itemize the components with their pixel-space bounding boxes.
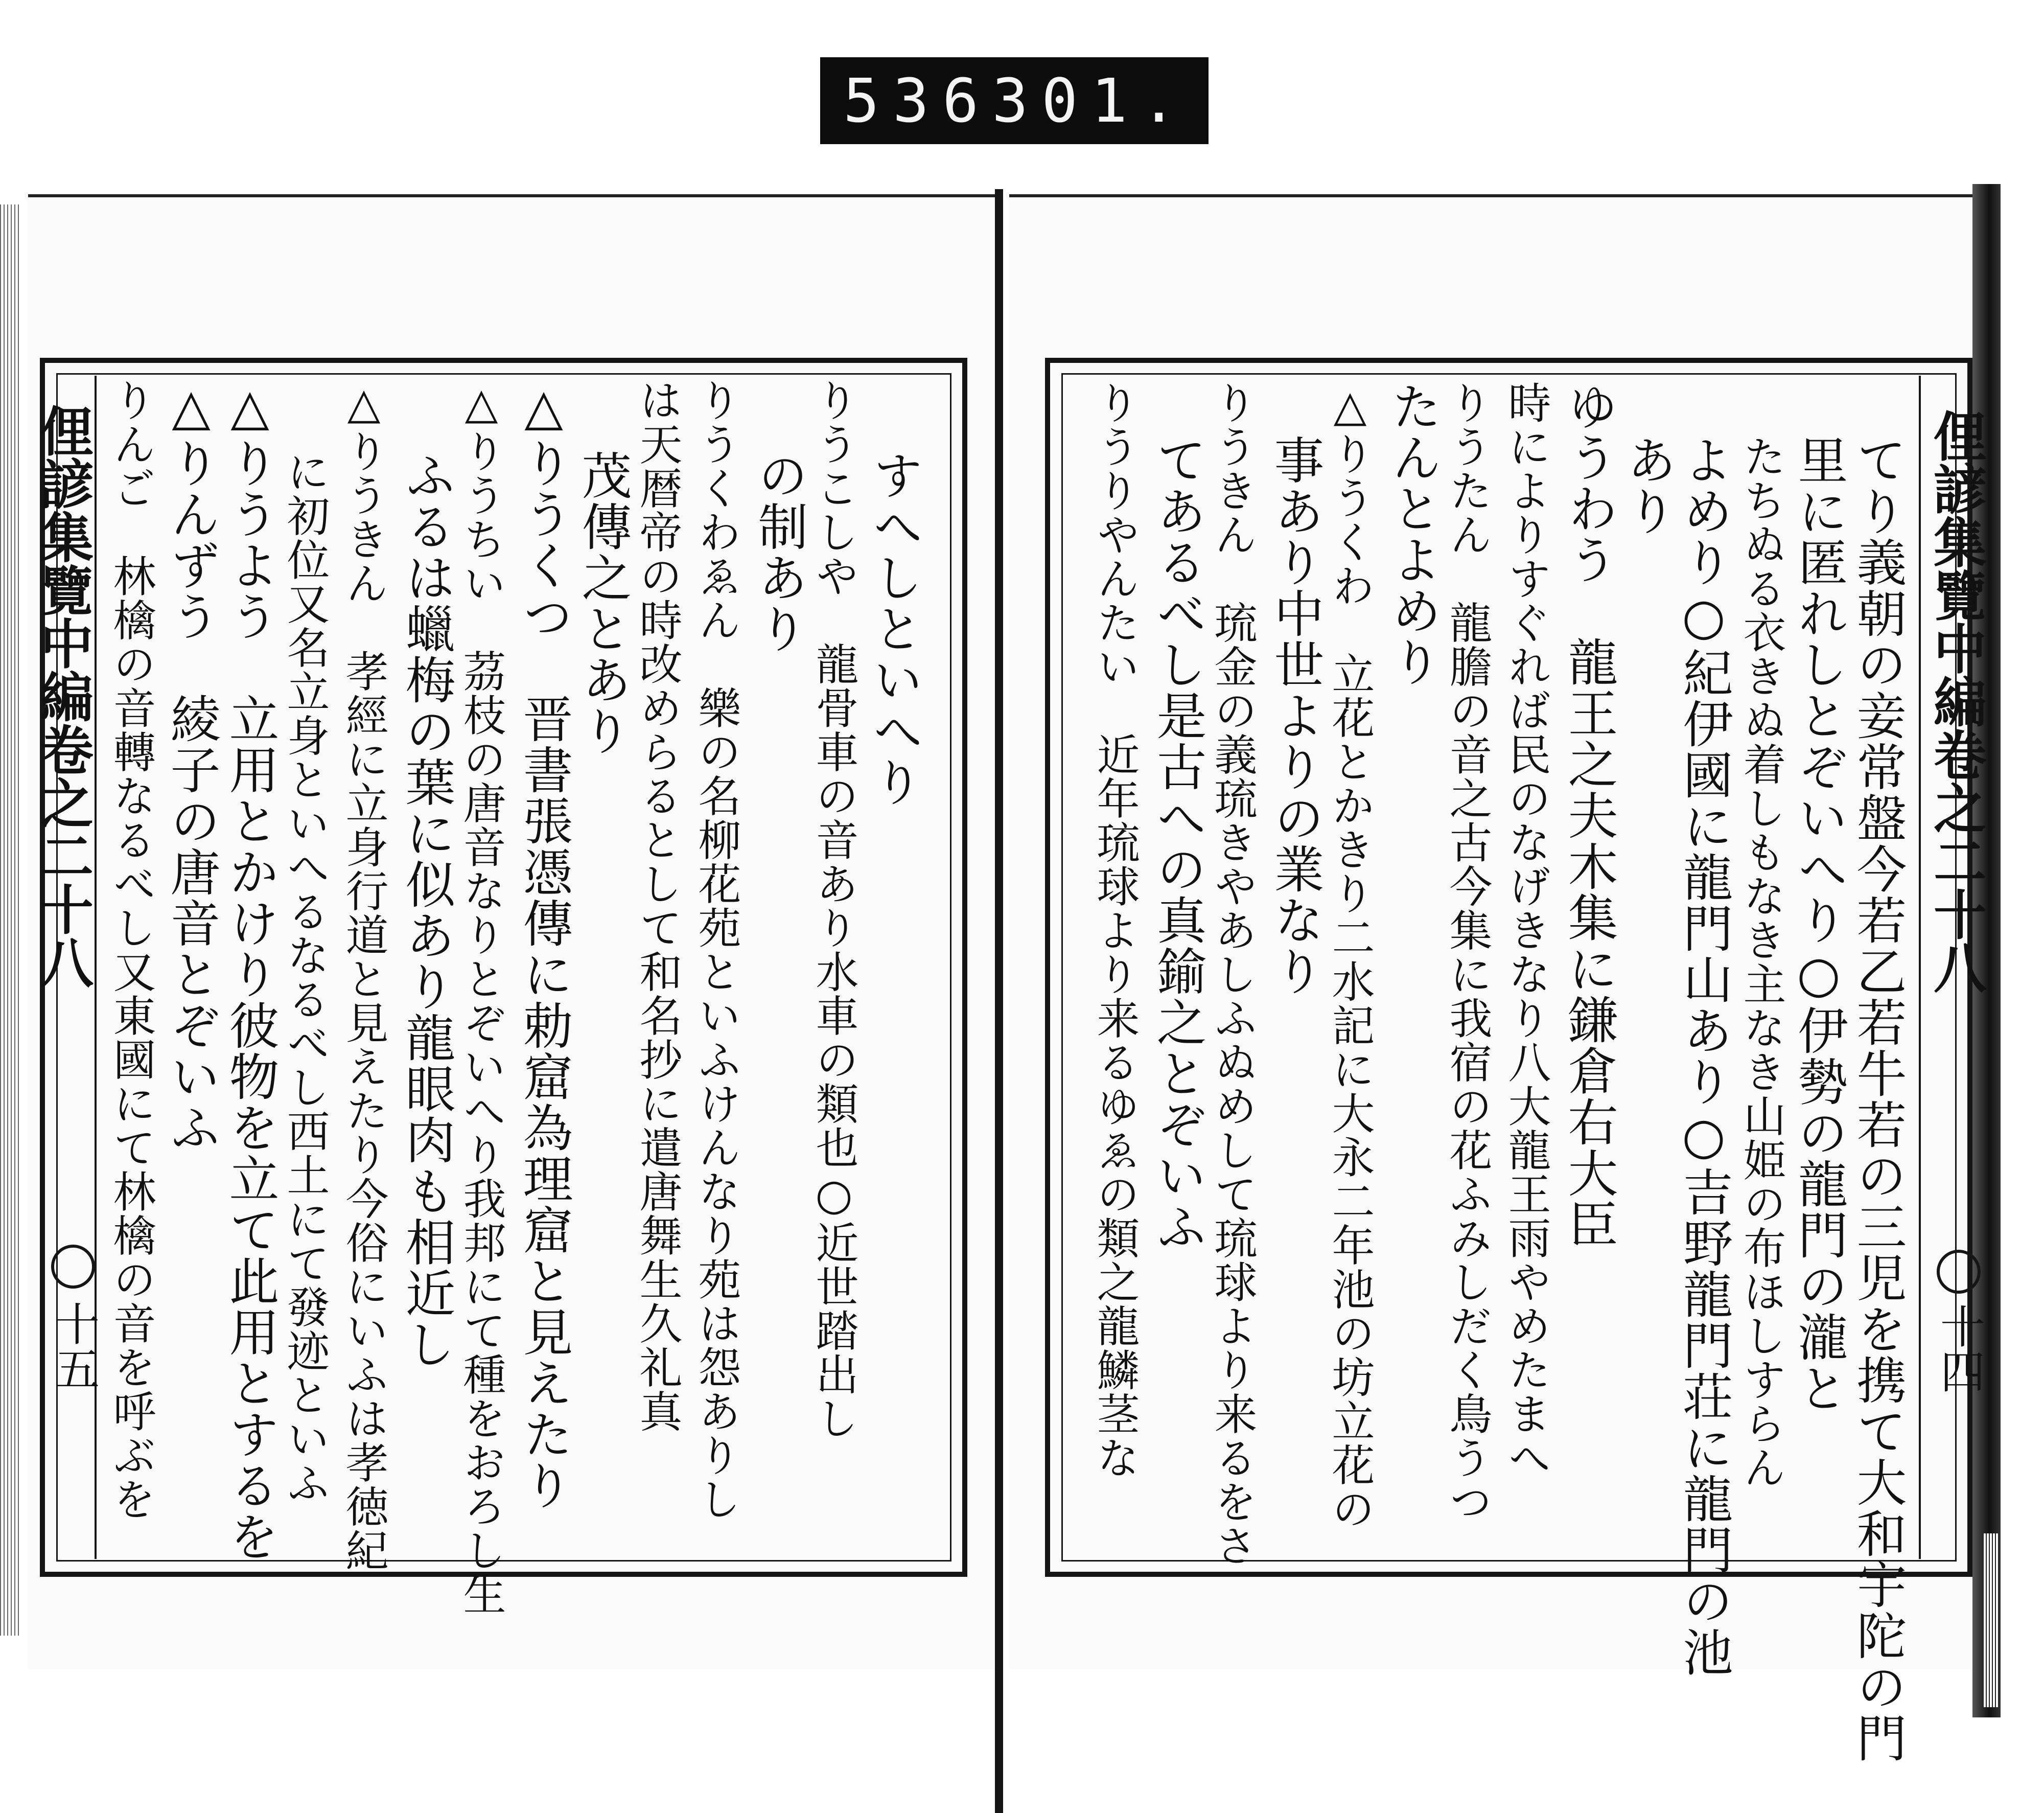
left-page-edge bbox=[0, 204, 20, 1636]
left-column-10: △りうきん 孝經に立身行道と見えたり今俗にいふは孝徳紀 bbox=[339, 378, 389, 1572]
left-column-4: りうくわゑん 樂の名柳花苑といふけんなり苑は怨ありし bbox=[691, 378, 741, 1521]
right-folio: 十四 bbox=[1933, 1303, 1986, 1393]
left-column-8: △りうちい 茘枝の唐音なりとぞいへり我邦にて種をおろし生 bbox=[456, 378, 506, 1616]
left-column-3: の制あり bbox=[750, 450, 808, 654]
right-column-6: ゆうわう 龍王之夫木集に鎌倉右大臣 bbox=[1560, 381, 1618, 1250]
left-column-7: △りうくつ 晋書張憑傳に勅窟為理窟と見えたり bbox=[515, 378, 573, 1511]
right-column-13: てあるべし是古への真鍮之とぞいふ bbox=[1148, 434, 1206, 1252]
right-column-8: りうたん 龍膽の音之古今集に我宿の花ふみしだく鳥うつ bbox=[1443, 381, 1493, 1524]
right-column-11: 事あり中世よりの業なり bbox=[1266, 434, 1324, 997]
reel-number-left: 536 bbox=[843, 65, 992, 136]
left-column-2: りうこしや 龍骨車の音あり水車の類也○近世踏出し bbox=[809, 378, 859, 1440]
right-spine-title: 俚諺集覽中編卷之二十八 bbox=[1924, 409, 1987, 994]
right-column-2: 里に匿れしとぞいへり○伊勢の龍門の瀧と bbox=[1790, 434, 1848, 1414]
left-column-14: りんご 林檎の音轉なるべし又東國にて林檎の音を呼ぶを bbox=[106, 378, 156, 1521]
left-column-11: に初位又名立身といへるなるべし西土にて發迹といふ bbox=[280, 450, 330, 1505]
right-column-4: よめり○紀伊國に龍門山あり○吉野龍門荘に龍門の池 bbox=[1675, 434, 1733, 1678]
right-spine-rule bbox=[1919, 376, 1921, 1559]
left-folio: 十五 bbox=[48, 1301, 100, 1391]
reel-number-right: 301. bbox=[992, 65, 1191, 136]
right-column-9: たんとよめり bbox=[1383, 381, 1442, 687]
left-column-12: △りうよう 立用とかけり彼物を立て此用とするを bbox=[221, 378, 279, 1562]
right-folio-ring bbox=[1937, 1250, 1981, 1294]
right-column-3: たちぬる衣きぬ着しもなき主なき山姫の布ほしすらん bbox=[1736, 434, 1786, 1489]
left-column-9: ふるは蠟梅の葉に似あり龍眼肉も相近し bbox=[397, 450, 455, 1370]
left-folio-ring bbox=[51, 1245, 95, 1289]
reel-number-label bbox=[820, 57, 1209, 144]
right-column-7: 時によりすぐれば民のなげきなり八大龍王雨やめたまへ bbox=[1501, 381, 1551, 1480]
left-spine-title: 俚諺集覽中編卷之二十八 bbox=[31, 404, 94, 989]
right-column-12: りうきん 琉金の義琉きやあしふぬめして琉球より来るをさ bbox=[1207, 381, 1258, 1568]
left-column-1: すへしといへり bbox=[865, 450, 923, 808]
left-column-6: 茂傳之とあり bbox=[573, 450, 632, 756]
right-column-10: △りうくわ 立花とかきり二水記に大永二年池の坊立花の bbox=[1325, 381, 1375, 1531]
right-column-5: あり bbox=[1618, 434, 1677, 537]
right-column-14: りうりやんたい 近年琉球より来るゆゑの類之龍鱗茎な bbox=[1090, 381, 1140, 1480]
left-column-5: は天暦帝の時改めらるとして和名抄に遣唐舞生久礼真 bbox=[633, 378, 683, 1433]
book-gutter bbox=[995, 189, 1003, 1813]
page-edge-lines bbox=[1983, 1533, 1998, 1707]
right-column-1: てり義朝の妾常盤今若乙若牛若の三児を携て大和宇陀の門 bbox=[1848, 434, 1907, 1763]
left-column-13: △りんずう 綾子の唐音とぞいふ bbox=[162, 378, 220, 1153]
